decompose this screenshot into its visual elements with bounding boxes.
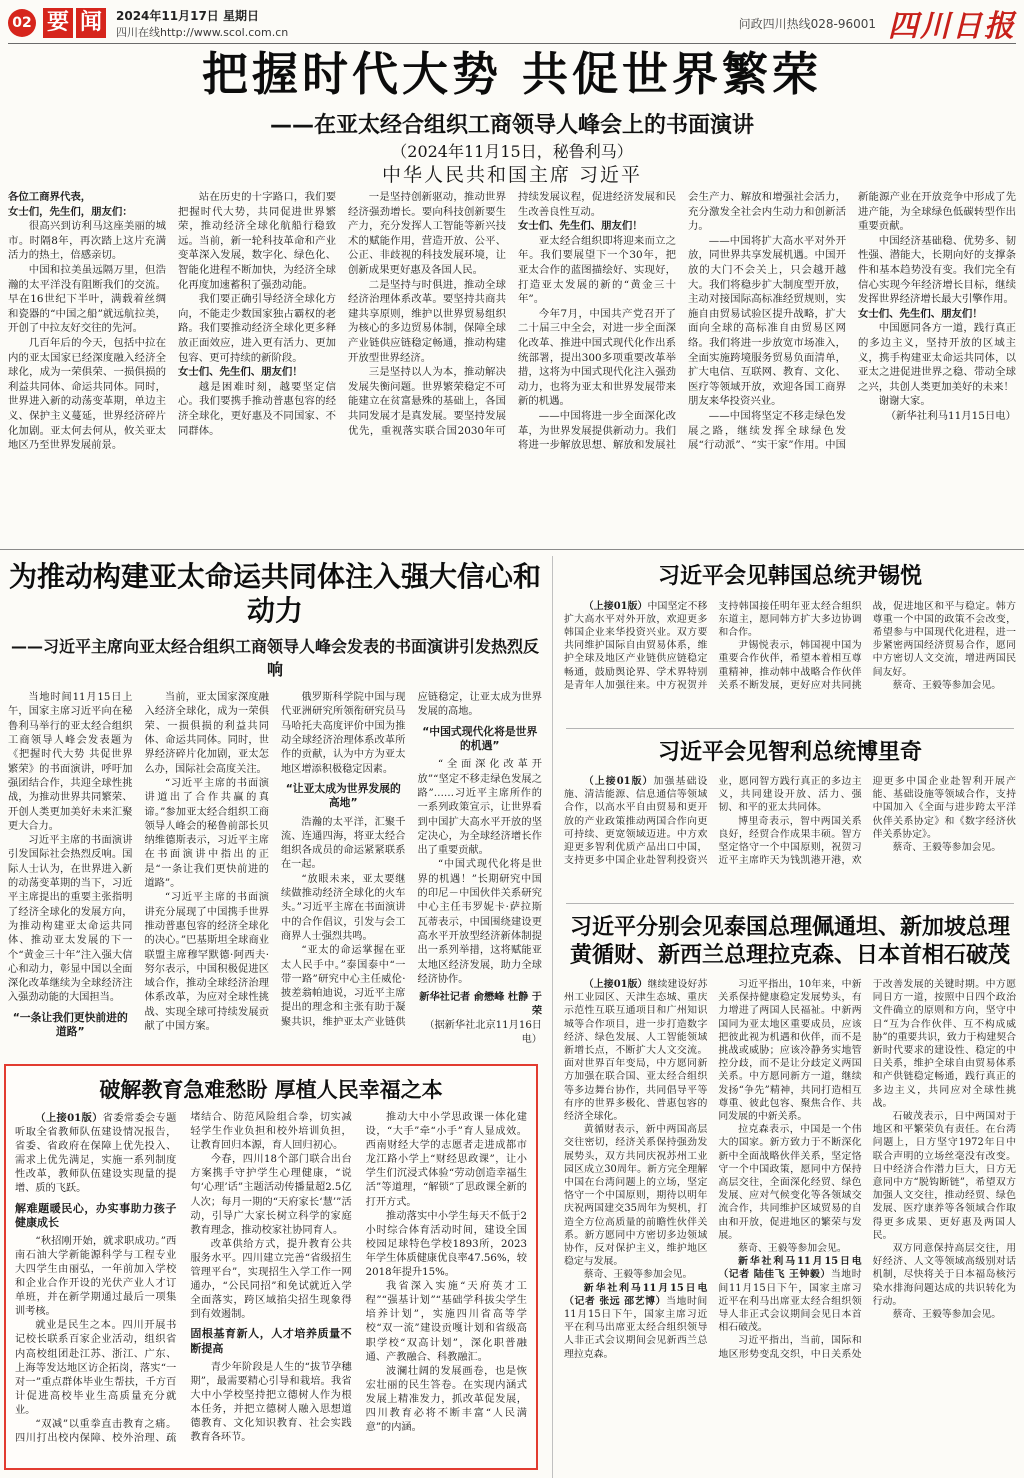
paragraph: 亚太经合组织即将迎来而立之年。我们要展望下一个30年，把亚太合作的蓝图描绘好、实现好，打造亚太发展的新的“黄金三十年”。: [518, 234, 676, 306]
paragraph: 新华社利马11月15日电（记者 陆佳飞 王钟毅）当地时间11月15日下午，国家主席习近平在利马出席亚太经合组织领导人非正式会议期间会见日本首相石破茂。: [718, 1256, 862, 1334]
paragraph: 蔡奇、王毅等参加会见。: [738, 1243, 847, 1255]
meeting-chile-body: [564, 775, 1016, 893]
paragraph: ——中国将扩大高水平对外开放，同世界共享发展机遇。中国开放的大门不会关上，只会越开越大。我们将稳步扩大制度型开放，主动对接国际高标准经贸规则，实施自由贸易试验区提升战略，扩大面向全球的高标准自由贸易区网络。我们将进一步放宽市场准入，全面实施跨境服务贸易负面清单，扩大电信、互联网、教育、文化、医疗等领域开放，欢迎各国工商界朋友来华投资兴业。: [688, 234, 846, 408]
paragraph: ——中国将坚定不移走绿色发展之路，继续发挥全球绿色发展“行动派”、“实干家”作用。中国新能源产业在开放竞争中形成了先进产能，为全球绿色低碳转型作出重要贡献。: [688, 191, 1016, 452]
section-name: [43, 8, 106, 38]
paragraph: 我们要正确引导经济全球化方向，不能走少数国家独占霸权的老路。我们要推动经济全球化更多释放正面效应，进入更有活力、更加包容、更可持续的新阶段。: [178, 293, 336, 364]
sub-headline: “让亚太成为世界发展的高地”: [285, 781, 401, 810]
page-number-badge: 02: [8, 9, 36, 37]
masthead: [8, 4, 1016, 42]
website-url: 四川在线http://www.scol.com.cn: [116, 25, 289, 39]
lead-article-subtitle: ——在亚太经合组织工商领导人峰会上的书面演讲: [269, 113, 754, 138]
paragraph: 推动大中小学思政课一体化建设，“大手”牵“小手”育人显成效。西南财经大学的志愿者走进成都市龙江路小学上“财经思政课”，让小学生们沉浸式体验“劳动创造幸福生活”等道理，“解锁”了思政课全新的打开方式。: [365, 1112, 527, 1208]
paragraph: “放眼未来，亚太要继续做推动经济全球化的火车头。”习近平主席在书面演讲中的合作倡议，引发与会工商界人士强烈共鸣。: [281, 873, 406, 942]
education-article-title: 破解教育急难愁盼 厚植人民幸福之本: [99, 1078, 443, 1102]
meetings-column: [552, 556, 1016, 1478]
paragraph: 波澜壮阔的发展画卷，也是恢宏壮丽的民生答卷。在实现内涵式发展上精准发力，抓改革促发展，四川教育必将不断丰富“人民满意”的内涵。: [365, 1365, 527, 1434]
sub-headline: 固根基育新人，人才培养质量不断提高: [190, 1327, 352, 1355]
meeting-multi-title: 习近平分别会见泰国总理佩通坦、新加坡总理黄循财、新西兰总理拉克森、日本首相石破茂: [569, 915, 1010, 968]
paragraph: （上接01版）中国坚定不移扩大高水平对外开放，欢迎更多韩国企业来华投资兴业。双方要共同维护国际自由贸易体系，维护全球及地区产业链供应链稳定畅通，鼓励舆论界、学术界特别是青年人加强往来。中方祝贺并支持韩国接任明年亚太经合组织东道主，愿同韩方扩大多边协调和合作。: [564, 600, 862, 691]
paragraph: 新华社记者 俞懋峰 杜静 于荣: [419, 991, 542, 1018]
meeting-multi-body: [564, 978, 1016, 1472]
sub-headline: “一条让我们更快前进的道路”: [12, 1010, 128, 1039]
meeting-korea-title: 习近平会见韩国总统尹锡悦: [657, 564, 922, 589]
reaction-article: [8, 556, 542, 1060]
paragraph: 今年7月，中国共产党召开了二十届三中全会，对进一步全面深化改革、推进中国式现代化作出系统部署，提出300多项重要改革举措，这将为中国式现代化注入强劲动力，也将为亚太和世界发展带来新的机遇。: [518, 307, 676, 408]
sub-headline: “中国式现代化将是世界的机遇”: [422, 724, 538, 753]
meeting-korea-body: [564, 600, 1016, 718]
hotline-text: 问政四川热线028-96001: [738, 16, 876, 31]
paragraph: 蔡奇、王毅等参加会见。: [892, 679, 1002, 691]
paragraph: 推动落实中小学生每天不低于2小时综合体育活动时间，建设全国校园足球特色学校1893所，2023年学生体质健康优良率47.56%，较2018年提升15%。: [365, 1210, 527, 1279]
paragraph: 几百年后的今天，包括中拉在内的亚太国家已经深度融入经济全球化，成为一荣俱荣、一损俱损的利益共同体、命运共同体。同时，世界进入新的动荡变革期，单边主义、保护主义蔓延，世界经济碎片化加剧。亚太何去何从，攸关亚太地区乃至世界发展前景。: [8, 336, 166, 452]
masthead-right: [739, 1, 1016, 45]
paragraph: 俄罗斯科学院中国与现代亚洲研究所领衔研究员马马哈托夫高度评价中国为推动全球经济治理体系改革所作的贡献，认为中方为亚太地区增添积极稳定因素。: [281, 692, 406, 775]
paragraph: 谢谢大家。: [878, 395, 931, 408]
lead-article-author: 中华人民共和国主席 习近平: [381, 164, 643, 186]
lead-article-title: 把握时代大势 共促世界繁荣: [201, 47, 822, 101]
paragraph: 三是坚持以人为本，推动解决发展失衡问题。世界繁荣稳定不可能建立在贫富悬殊的基础上，各国共同发展才是真发展。要坚持发展优先，重视落实联合国2030年可持续发展议程，促进经济发展和民生改善良性互动。: [348, 191, 676, 437]
reaction-article-title: 为推动构建亚太命运共同体注入强大信心和动力: [8, 560, 541, 627]
paragraph: 站在历史的十字路口，我们要把握时代大势，共同促进世界繁荣，推动经济全球化航船行稳致远。当前，新一轮科技革命和产业变革深入发展，数字化、绿色化、智能化进程不断加快，为经济全球化再度加速蓄积了强劲动能。: [178, 191, 336, 291]
paragraph: 女士们、先生们、朋友们！: [858, 307, 983, 320]
article-divider: [566, 728, 1014, 729]
paragraph: 习近平指出，当前，国际和地区形势变乱交织，中日关系处于改善发展的关键时期。中方愿同日方一道，按照中日四个政治文件确立的原则和方向，坚守中日“互为合作伙伴、互不构成威胁”的重要共识，致力于构建契合新时代要求的建设性、稳定的中日关系，维护全球自由贸易体系和产供链稳定畅通，践行真正的多边主义，共同应对全球性挑战。: [718, 979, 1016, 1360]
paragraph: 习近平主席的书面演讲引发国际社会热烈反响。国际人士认为，在世界进入新的动荡变革期的当下，习近平主席提出的重要主张指明了经济全球化的发展方向，为推动构建亚太命运共同体、推动亚太发展的下一个“黄金三十年”注入强大信心和动力，彰显中国以全面深化改革继续为全球经济注入强劲动能的大国担当。: [8, 835, 133, 1004]
paragraph: （上接01版）继续建设好苏州工业园区、天津生态城、重庆示范性互联互通项目和广州知识城等合作项目，进一步打造数字经济、绿色发展、人工智能领域新增长点，不断扩大人文交流。面对世界百年变局，中方愿同新方加强在联合国、亚太经合组织等多边舞台协作，共同倡导平等有序的世界多极化、普惠包容的经济全球化。: [564, 979, 708, 1123]
paragraph: 新华社利马11月15日电（记者 张远 邵艺博）当地时间11月15日下午，国家主席习近平在利马出席亚太经合组织领导人非正式会议期间会见新西兰总理拉克森。: [564, 1282, 708, 1360]
education-article-body: [15, 1111, 527, 1467]
paragraph: “全面深化改革开放”“坚定不移走绿色发展之路”……习近平主席所作的一系列政策宣示，让世界看到中国扩大高水平开放的坚定决心，为全球经济增长作出了重要贡献。: [417, 759, 542, 857]
paragraph: 我省深入实施“天府英才工程”“强基计划”“基础学科拔尖学生培养计划”，实施四川省高等学校“双一流”建设贡嘎计划和省级高职学校“双高计划”，深化职普融通、产教融合、科教融汇。: [365, 1281, 527, 1363]
paragraph: 女士们、先生们、朋友们！: [518, 220, 643, 233]
section-divider: [0, 549, 1024, 550]
publication-date: 2024年11月17日 星期日: [116, 8, 259, 23]
paragraph: 中国和拉美虽远隔万里，但浩瀚的太平洋没有阻断我们的交流。早在16世纪下半叶，满载着丝绸和瓷器的“中国之船”就远航拉美，开创了中拉友好交往的先河。: [8, 263, 166, 335]
paragraph: 尹锡悦表示，韩国视中国为重要合作伙伴，希望本着相互尊重精神，推动韩中战略合作伙伴关系不断发展，更好应对共同挑战，促进地区和平与稳定。韩方尊重一个中国的政策不会改变，希望参与中国现代化进程，进一步紧密两国经济贸易合作，愿同中方密切人文交流，增进两国民间友好。: [718, 600, 1016, 691]
paragraph: 习近平指出，10年来，中新关系保持健康稳定发展势头，有力增进了两国人民福祉。中新两国同为亚太地区重要成员，应该把彼此视为机遇和伙伴，而不是挑战或威胁；应该冷静务实地管控分歧，而不是让分歧定义两国关系。中方愿同新方一道，继续发扬“争先”精神，共同打造相互尊重、彼此包容、聚焦合作、共同发展的中新关系。: [718, 979, 862, 1123]
meeting-chile-title: 习近平会见智利总统博里奇: [657, 739, 922, 765]
paragraph: “中国式现代化将是世界的机遇！”长期研究中国的印尼－中国伙伴关系研究中心主任韦罗妮卡·萨拉斯瓦蒂表示，中国围绕建设更高水平开放型经济新体制提出一系列举措，这将赋能亚太地区经济发展，助力全球经济协作。: [417, 859, 542, 985]
paragraph: 当前，亚太国家深度融入经济全球化，成为一荣俱荣、一损俱损的利益共同体、命运共同体。同时，世界经济碎片化加剧，亚太怎么办，国际社会高度关注。: [144, 692, 269, 775]
paragraph: （据新华社北京11月16日电）: [424, 1019, 542, 1046]
paragraph: 女士们、先生们、朋友们！: [178, 366, 303, 379]
paragraph: 蔡奇、王毅等参加会见。: [583, 1269, 693, 1281]
paragraph: 博里奇表示，智中两国关系良好，经贸合作成果丰硕。智方坚定恪守一个中国原则，祝贺习近平主席昨天为钱凯港开港，欢迎更多中国企业赴智利开展产能、基础设施等领域合作，支持中国加入《全面与进步跨太平洋伙伴关系协定》和《数字经济伙伴关系协定》。: [718, 776, 1016, 867]
masthead-meta: [116, 7, 288, 40]
paragraph: “习近平主席的书面演讲道出了合作共赢的真谛。”参加亚太经合组织工商领导人峰会的秘鲁前部长贝纳维德斯表示，习近平主席在书面演讲中指出的正是“一条让我们更快前进的道路”。: [144, 777, 269, 890]
sub-headline: 解难题暖民心，办实事助力孩子健康成长: [15, 1201, 177, 1229]
paragraph: 浩瀚的太平洋，汇聚千流、连通四海，将亚太经合组织各成员的命运紧紧联系在一起。: [281, 816, 406, 871]
paragraph: （上接01版）加强基础设施、清洁能源、信息通信等领域合作，以高水平自由贸易和更开放的产业政策推动两国合作向更可持续、更宽领域迈进。中方欢迎更多智利优质产品出口中国，支持更多中国企业赴智利投资兴业，愿同智方践行真正的多边主义，共同建设开放、活力、强韧、和平的亚太共同体。: [564, 776, 862, 867]
reaction-article-body: [8, 691, 542, 1060]
paragraph: 就业是民生之本。四川开展书记校长联系百家企业活动，组织省内高校组团赴江苏、浙江、广东、上海等发达地区访企拓岗，落实“一对一”重点群体毕业生帮扶，千方百计促进高校毕业生高质量充分就业。: [15, 1320, 177, 1416]
masthead-rule: [8, 43, 1016, 44]
lead-article-dateline: （2024年11月15日，秘鲁利马）: [391, 142, 633, 161]
paragraph: 石破茂表示，日中两国对于地区和平繁荣负有责任。在台湾问题上，日方坚守1972年日中联合声明的立场丝毫没有改变。日中经济合作潜力巨大，日方无意同中方“脱钩断链”，希望双方加强人文交往，推动经贸、绿色发展、医疗康养等各领域合作取得更多成果、更好惠及两国人民。: [872, 1111, 1016, 1241]
paragraph: “秋招刚开始，就求职成功。”西南石油大学新能源科学与工程专业大四学生由丽弘，一年前加入学校和企业合作开设的光伏产业人才订单班，并在新学期通过最后一项集训考核。: [15, 1235, 177, 1318]
reaction-article-subtitle: ——习近平主席向亚太经合组织工商领导人峰会发表的书面演讲引发热烈反响: [10, 637, 539, 680]
newspaper-logo: 四川日报: [888, 9, 1016, 44]
paragraph: 各位工商界代表，: [8, 191, 92, 203]
education-article-box: [4, 1064, 538, 1470]
paragraph: 今春，四川18个部门联合出台方案携手守护学生心理健康，“说句‘心理’话”主题活动传播量超2.5亿人次；每月一期的“天府家长‘慧’”活动，引导广大家长树立科学的家庭教育理念，推动校家社协同育人。: [190, 1154, 352, 1236]
paragraph: 很高兴到访利马这座美丽的城市。时隔8年，再次踏上这片充满活力的热土，倍感亲切。: [8, 220, 166, 262]
paragraph: 青少年阶段是人生的“拔节孕穗期”，最需要精心引导和栽培。我省大中小学校坚持把立德树人作为根本任务，并把立德树人融入思想道德教育、文化知识教育、社会实践教育各环节。: [190, 1361, 352, 1444]
paragraph: 一是坚持创新驱动，推动世界经济强劲增长。要向科技创新要生产力，充分发挥人工智能等新兴技术的赋能作用，营造开放、公平、公正、非歧视的科技发展环境，让创新成果更好惠及各国人民。: [348, 191, 506, 276]
paragraph: （上接01版）省委常委会专题听取全省教师队伍建设情况报告，省委、省政府在保障上优先投入、需求上优先满足，实施一系列制度性改革，教师队伍建设实现量的提增、质的飞跃。: [15, 1112, 177, 1195]
paragraph: 中国经济基础稳、优势多、韧性强、潜能大，长期向好的支撑条件和基本趋势没有变。我们完全有信心实现今年经济增长目标，继续发挥世界经济增长最大引擎作用。: [858, 234, 1016, 306]
paragraph: 女士们，先生们，朋友们：: [8, 205, 133, 218]
paragraph: 拉克森表示，中国是一个伟大的国家。新方致力于不断深化新中全面战略伙伴关系，坚定恪守一个中国政策，愿同中方保持高层交往，全面深化经贸、绿色发展、应对气候变化等各领域交流合作，共同维护区域贸易的自由和开放，促进地区的繁荣与发展。: [718, 1124, 862, 1241]
paragraph: 越是困难时刻，越要坚定信心。我们要携手推动普惠包容的经济全球化，更好惠及不同国家、不同群体。: [178, 380, 336, 437]
paragraph: 二是坚持与时俱进，推动全球经济治理体系改革。要坚持共商共建共享原则，维护以世界贸易组织为核心的多边贸易体制，保障全球产业链供应链稳定畅通，推动构建开放型世界经济。: [348, 278, 506, 364]
paragraph: 双方同意保持高层交往，用好经济、人文等领域高级别对话机制，尽快将关于日本福岛核污染水排海问题达成的共识转化为行动。: [872, 1243, 1016, 1307]
section-char-2: 闻: [76, 8, 106, 38]
paragraph: 蔡奇、王毅等参加会见。: [892, 842, 1002, 854]
paragraph: “亚太的命运掌握在亚太人民手中。”泰国泰中“一带一路”研究中心主任威伦·披差翁帕迪说，习近平主席提出的理念和主张有助于凝聚共识，维护亚太产业链供应链稳定，让亚太成为世界发展的高地。: [281, 692, 542, 1028]
lead-article-body: [8, 190, 1016, 542]
paragraph: 当地时间11月15日上午，国家主席习近平向在秘鲁利马举行的亚太经合组织工商领导人峰会发表题为《把握时代大势 共促世界繁荣》的书面演讲，呼吁加强团结合作，共迎全球性挑战，为推动世界共同繁荣、开创人类更加美好未来汇聚更大合力。: [8, 692, 133, 832]
paragraph: “双减”以重拳直击教育之痛。四川打出校内保障、校外治理、疏堵结合、防范风险组合拳，切实减轻学生作业负担和校外培训负担，让教育回归本源，育人回归初心。: [15, 1112, 352, 1445]
paragraph: 黄循财表示，新中两国高层交往密切，经济关系保持强劲发展势头，双方共同庆祝苏州工业园区成立30周年。新方完全理解中国在台湾问题上的立场，坚定恪守一个中国原则，期待以明年庆祝两国建交35周年为契机，打造全方位高质量的前瞻性伙伴关系。新方愿同中方密切多边领域协作，反对保护主义，维护地区稳定与发展。: [564, 1124, 708, 1268]
paragraph: （新华社利马11月15日电）: [885, 409, 1016, 422]
paragraph: “习近平主席的书面演讲充分展现了中国携手世界推动普惠包容的经济全球化的决心。”巴基斯坦全球商业联盟主席穆罕默德·阿西夫·努尔表示，中国积极促进区域合作，推动全球经济治理体系改革，为应对全球性挑战、实现全球可持续发展贡献了中国方案。: [144, 892, 269, 1033]
section-char-1: 要: [43, 8, 73, 38]
article-divider: [566, 903, 1014, 904]
paragraph: 中国愿同各方一道，践行真正的多边主义，坚持开放的区域主义，携手构建亚太命运共同体，以亚太之进促进世界之稳、带动全球之兴，共创人类更加美好的未来！: [858, 322, 1016, 393]
paragraph: 改革供给方式，提升教育公共服务水平。四川建立完善“省级招生管理平台”，实现招生入学工作一网通办，“公民同招”和免试就近入学全面落实，跨区域掐尖招生现象得到有效遏制。: [190, 1238, 352, 1321]
paragraph: ——中国将进一步全面深化改革，为世界发展提供新动力。我们将进一步解放思想、解放和发展社会生产力、解放和增强社会活力，充分激发全社会内生动力和创新活力。: [518, 191, 846, 452]
paragraph: 蔡奇、王毅等参加会见。: [892, 1309, 1002, 1321]
